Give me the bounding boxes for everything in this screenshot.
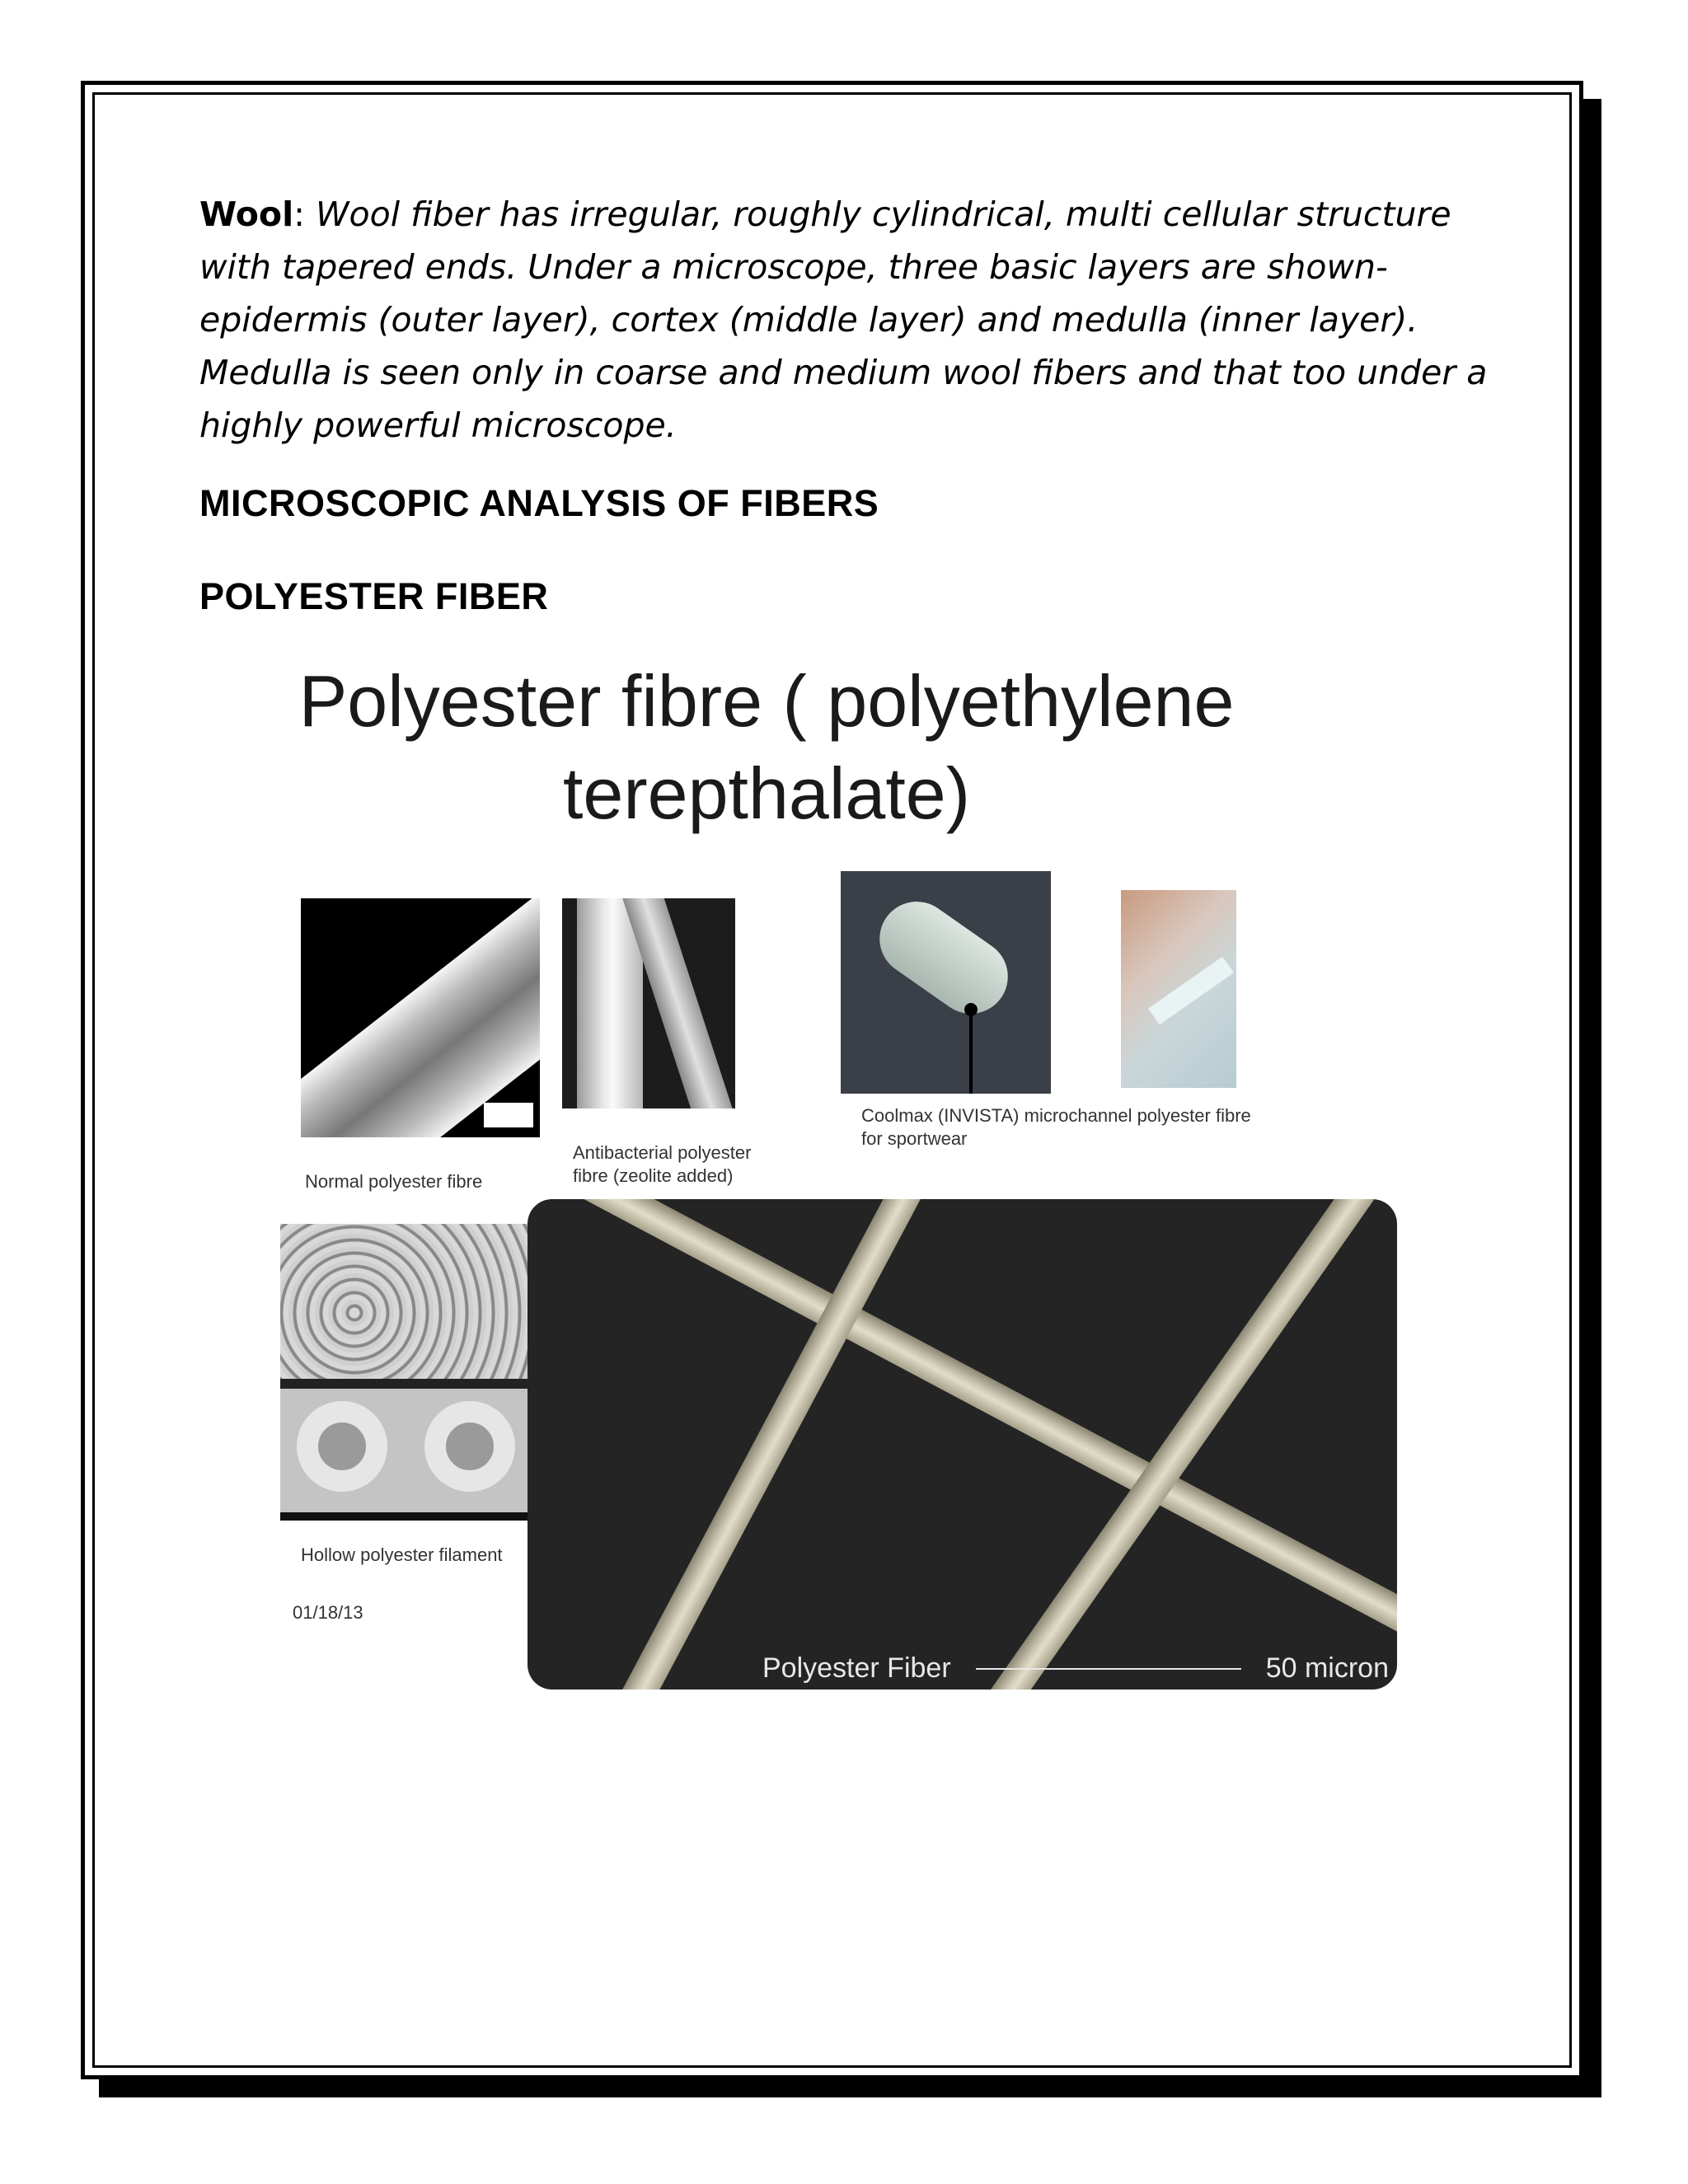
- slide-title-line1: Polyester fibre ( polyethylene: [298, 660, 1235, 742]
- normal-fibre-micrograph: [301, 898, 540, 1137]
- caption-normal: Normal polyester fibre: [305, 1171, 483, 1192]
- slide-title: [272, 655, 1261, 840]
- sem-scale-bar: [762, 1652, 1389, 1685]
- caption-antibacterial: [573, 1141, 751, 1188]
- caption-hollow: Hollow polyester filament: [301, 1544, 503, 1565]
- slide-title-line2: terepthalate): [562, 752, 971, 834]
- subsection-heading: POLYESTER FIBER: [199, 575, 549, 617]
- caption-coolmax-line1: Coolmax (INVISTA) microchannel polyester fibre: [861, 1105, 1251, 1126]
- sem-scale: 50 micron: [1265, 1652, 1389, 1684]
- section-heading: MICROSCOPIC ANALYSIS OF FIBERS: [199, 482, 879, 524]
- caption-coolmax-line2: for sportwear: [861, 1128, 968, 1149]
- coolmax-fibre-image: [841, 871, 1051, 1094]
- hollow-filament-micrograph: [280, 1224, 528, 1521]
- polyester-slide-image: [272, 655, 1426, 1702]
- slide-date: 01/18/13: [293, 1602, 363, 1623]
- caption-antibacterial-line1: Antibacterial polyester: [573, 1142, 752, 1163]
- antibacterial-fibre-micrograph: [562, 898, 735, 1108]
- wool-term: Wool: [199, 194, 294, 234]
- wool-paragraph: [199, 188, 1502, 452]
- term-separator: :: [293, 194, 316, 234]
- coolmax-diagram: [1121, 890, 1236, 1088]
- caption-antibacterial-line2: fibre (zeolite added): [573, 1165, 734, 1186]
- polyester-sem-image: [528, 1199, 1397, 1690]
- wool-description: Wool fiber has irregular, roughly cylindrical, multi cellular structure with tapered ends. Under a microscope, three basic layers are shown- epidermis (outer layer), cortex (middle layer) and medulla (inner layer). Medulla is seen only in coarse and medium wool fibers and that too under a highly powerful microscope.: [199, 194, 1488, 445]
- sem-label: Polyester Fiber: [762, 1652, 951, 1684]
- caption-coolmax: [861, 1104, 1251, 1151]
